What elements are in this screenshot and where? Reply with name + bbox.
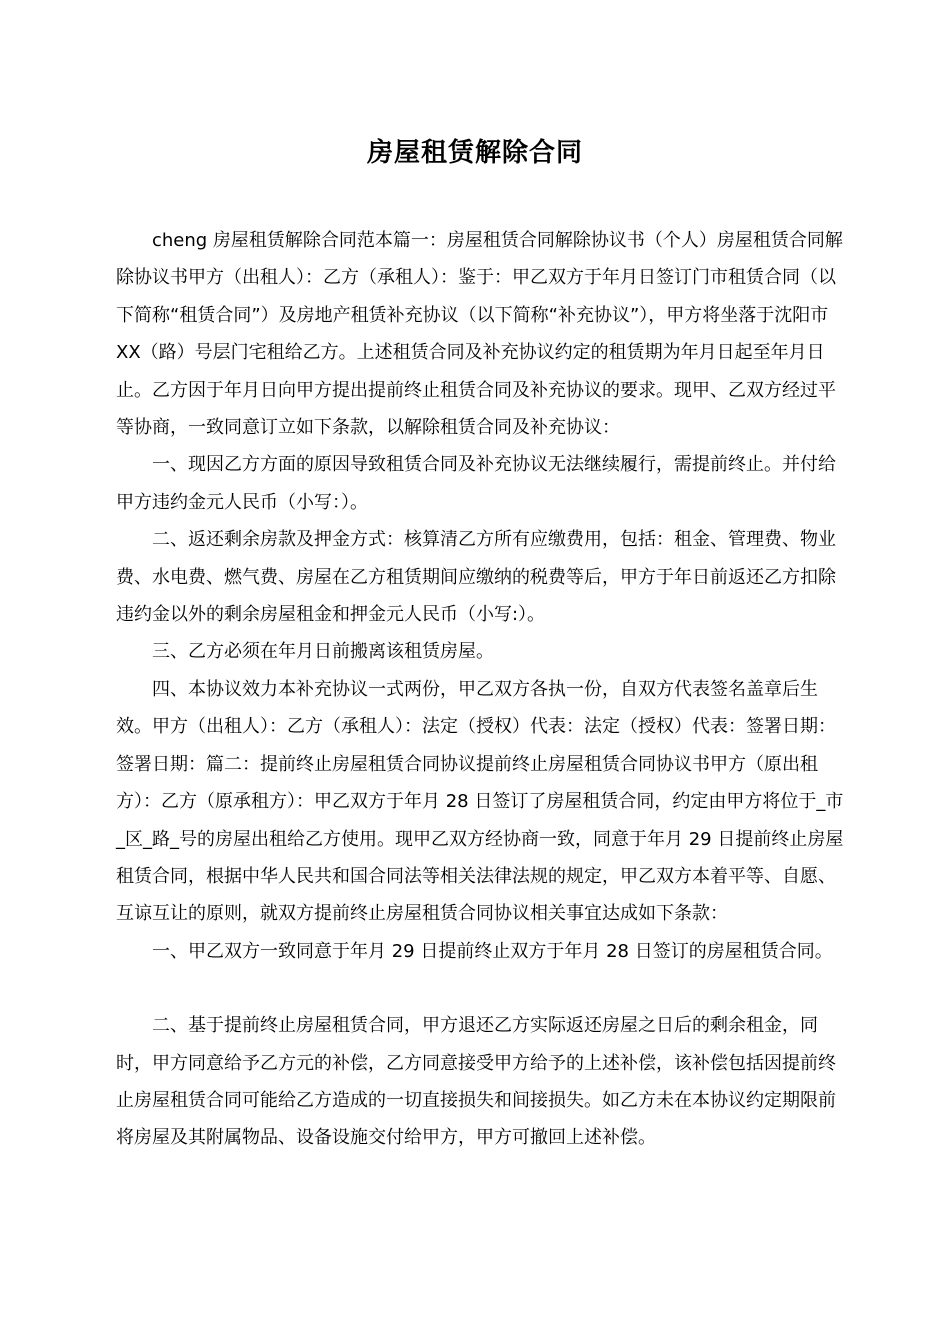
paragraph-clause-4: 四、本协议效力本补充协议一式两份，甲乙双方各执一份，自双方代表签名盖章后生效。甲方（出租人）：乙方（承租人）：法定（授权）代表：法定（授权）代表：签署日期：签署日期：篇二：提前终止房屋租赁合同协议提前终止房屋租赁合同协议书甲方（原出租方）：乙方（原承租方）：甲乙双方于年月 28 日签订了房屋租赁合同，约定由甲方将位于_市_区_路_号的房屋出租给乙方使用。现甲乙双方经协商一致，同意于年月 29 日提前终止房屋租赁合同，根据中华人民共和国合同法等相关法律法规的规定，甲乙双方本着平等、自愿、互谅互让的原则，就双方提前终止房屋租赁合同协议相关事宜达成如下条款： — [116, 678, 844, 925]
document-body — [116, 222, 846, 1157]
paragraph-article-1: 一、甲乙双方一致同意于年月 29 日提前终止双方于年月 28 日签订的房屋租赁合同。 — [152, 940, 833, 962]
document-title: 房屋租赁解除合同 — [366, 138, 583, 168]
paragraph-spacer — [116, 970, 846, 1007]
paragraph-article-2: 二、基于提前终止房屋租赁合同，甲方退还乙方实际返还房屋之日后的剩余租金，同时，甲方同意给予乙方元的补偿，乙方同意接受甲方给予的上述补偿，该补偿包括因提前终止房屋租赁合同可能给乙方造成的一切直接损失和间接损失。如乙方未在本协议约定期限前将房屋及其附属物品、设备设施交付给甲方，甲方可撤回上述补偿。 — [116, 1015, 836, 1149]
paragraph-intro: cheng 房屋租赁解除合同范本篇一：房屋租赁合同解除协议书（个人）房屋租赁合同解除协议书甲方（出租人）：乙方（承租人）：鉴于：甲乙双方于年月日签订门市租赁合同（以下简称“租赁合同”）及房地产租赁补充协议（以下简称“补充协议”），甲方将坐落于沈阳市 XX（路）号层门宅租给乙方。上述租赁合同及补充协议约定的租赁期为年月日起至年月日止。乙方因于年月日向甲方提出提前终止租赁合同及补充协议的要求。现甲、乙双方经过平等协商，一致同意订立如下条款，以解除租赁合同及补充协议： — [116, 230, 843, 439]
paragraph-clause-3: 三、乙方必须在年月日前搬离该租赁房屋。 — [152, 641, 494, 663]
paragraph-clause-1: 一、现因乙方方面的原因导致租赁合同及补充协议无法继续履行，需提前终止。并付给甲方违约金元人民币（小写：）。 — [116, 454, 836, 513]
paragraph-clause-2: 二、返还剩余房款及押金方式：核算清乙方所有应缴费用，包括：租金、管理费、物业费、水电费、燃气费、房屋在乙方租赁期间应缴纳的税费等后，甲方于年日前返还乙方扣除违约金以外的剩余房屋租金和押金元人民币（小写:）。 — [116, 529, 836, 626]
